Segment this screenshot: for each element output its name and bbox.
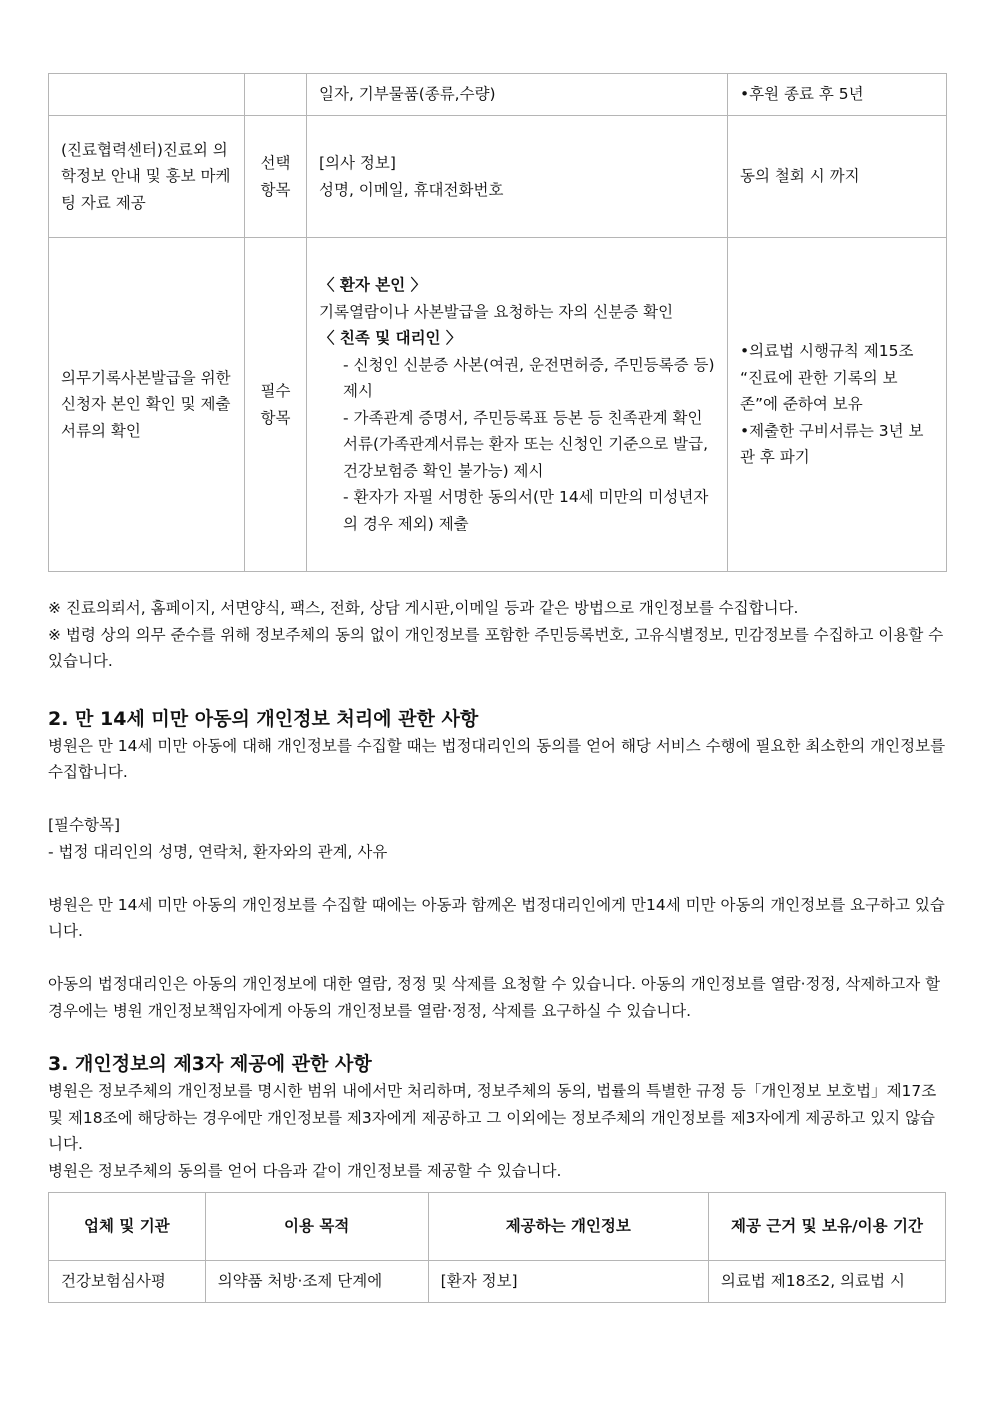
table-cell: 건강보험심사평 (49, 1261, 206, 1303)
table-cell-retention: 동의 철회 시 까지 (728, 116, 947, 238)
family-item: - 환자가 자필 서명한 동의서(만 14세 미만의 미성년자의 경우 제외) 제출 (343, 488, 709, 533)
content-line: 성명, 이메일, 휴대전화번호 (319, 180, 504, 199)
family-heading: 〈 친족 및 대리인 〉 (319, 329, 462, 347)
table-row (49, 74, 947, 116)
table-cell: [환자 정보] (428, 1261, 708, 1303)
table-cell-type: 필수 항목 (245, 238, 307, 572)
table-header-row (49, 1193, 946, 1261)
consent-items-table (48, 73, 947, 572)
patient-text: 기록열람이나 사본발급을 요청하는 자의 신분증 확인 (319, 302, 674, 321)
table-cell-retention (728, 238, 947, 572)
table-cell-retention: •후원 종료 후 5년 (728, 74, 947, 116)
note-legal-obligation: ※ 법령 상의 의무 준수를 위해 정보주체의 동의 없이 개인정보를 포함한 주민등록번호, 고유식별정보, 민감정보를 수집하고 이용할 수 있습니다. (48, 625, 944, 670)
table-header-cell: 업체 및 기관 (49, 1193, 206, 1261)
paragraph: 병원은 만 14세 미만 아동에 대해 개인정보를 수집할 때는 법정대리인의 동의를 얻어 해당 서비스 수행에 필요한 최소한의 개인정보를 수집합니다. (48, 736, 946, 781)
retention-line: •의료법 시행규칙 제15조 “진료에 관한 기록의 보존”에 준하여 보유 (740, 342, 914, 414)
paragraph: 병원은 만 14세 미만 아동의 개인정보를 수집할 때에는 아동과 함께온 법정대리인에게 만14세 미만 아동의 개인정보를 요구하고 있습니다. (48, 895, 945, 940)
note-collection-methods: ※ 진료의뢰서, 홈페이지, 서면양식, 팩스, 전화, 상담 게시판,이메일 등과 같은 방법으로 개인정보를 수집합니다. (48, 599, 799, 617)
table-cell-purpose: (진료협력센터)진료외 의학정보 안내 및 홍보 마케팅 자료 제공 (49, 116, 245, 238)
family-item: - 가족관계 증명서, 주민등록표 등본 등 친족관계 확인 서류(가족관계서류는 환자 또는 신청인 기준으로 발급, 건강보험증 확인 불가능) 제시 (343, 408, 709, 480)
paragraph: 병원은 정보주체의 개인정보를 명시한 범위 내에서만 처리하며, 정보주체의 동의, 법률의 특별한 규정 등「개인정보 보호법」제17조 및 제18조에 해당하는 경우에만 개인정보를 제3자에게 제공하고 그 이외에는 정보주체의 개인정보를 제3자에게 제공하고 있지 않습니다. (48, 1082, 937, 1153)
required-label: [필수항목] (48, 816, 120, 834)
paragraph: 병원은 정보주체의 동의를 얻어 다음과 같이 개인정보를 제공할 수 있습니다. (48, 1161, 562, 1180)
table-cell-purpose (49, 74, 245, 116)
table-header-cell: 제공하는 개인정보 (428, 1193, 708, 1261)
table-cell-content: 일자, 기부물품(종류,수량) (307, 74, 728, 116)
table-cell-content (307, 116, 728, 238)
table-cell-content (307, 238, 728, 572)
table-cell-purpose: 의무기록사본발급을 위한 신청자 본인 확인 및 제출서류의 확인 (49, 238, 245, 572)
table-row (49, 238, 947, 572)
paragraph: 아동의 법정대리인은 아동의 개인정보에 대한 열람, 정정 및 삭제를 요청할 수 있습니다. 아동의 개인정보를 열람·정정, 삭제하고자 할 경우에는 병원 개인정보책임자에게 아동의 개인정보를 열람·정정, 삭제를 요구하실 수 있습니다. (48, 975, 941, 1020)
patient-heading: 〈 환자 본인 〉 (319, 276, 427, 294)
table-row (49, 116, 947, 238)
table-cell: 의약품 처방·조제 단계에 (205, 1261, 428, 1303)
document-page (48, 73, 946, 1303)
table-cell-type: 선택 항목 (245, 116, 307, 238)
table-row (49, 1261, 946, 1303)
content-line: [의사 정보] (319, 154, 396, 172)
table-header-cell: 이용 목적 (205, 1193, 428, 1261)
required-item: - 법정 대리인의 성명, 연락처, 환자와의 관계, 사유 (48, 842, 388, 861)
section-heading: 2. 만 14세 미만 아동의 개인정보 처리에 관한 사항 (48, 707, 479, 730)
table-cell: 의료법 제18조2, 의료법 시 (708, 1261, 945, 1303)
retention-line: •제출한 구비서류는 3년 보관 후 파기 (740, 421, 924, 467)
table-cell-type (245, 74, 307, 116)
third-party-table (48, 1192, 946, 1303)
table-header-cell: 제공 근거 및 보유/이용 기간 (708, 1193, 945, 1261)
family-item: - 신청인 신분증 사본(여권, 운전면허증, 주민등록증 등) 제시 (343, 355, 715, 400)
section-heading: 3. 개인정보의 제3자 제공에 관한 사항 (48, 1053, 372, 1075)
